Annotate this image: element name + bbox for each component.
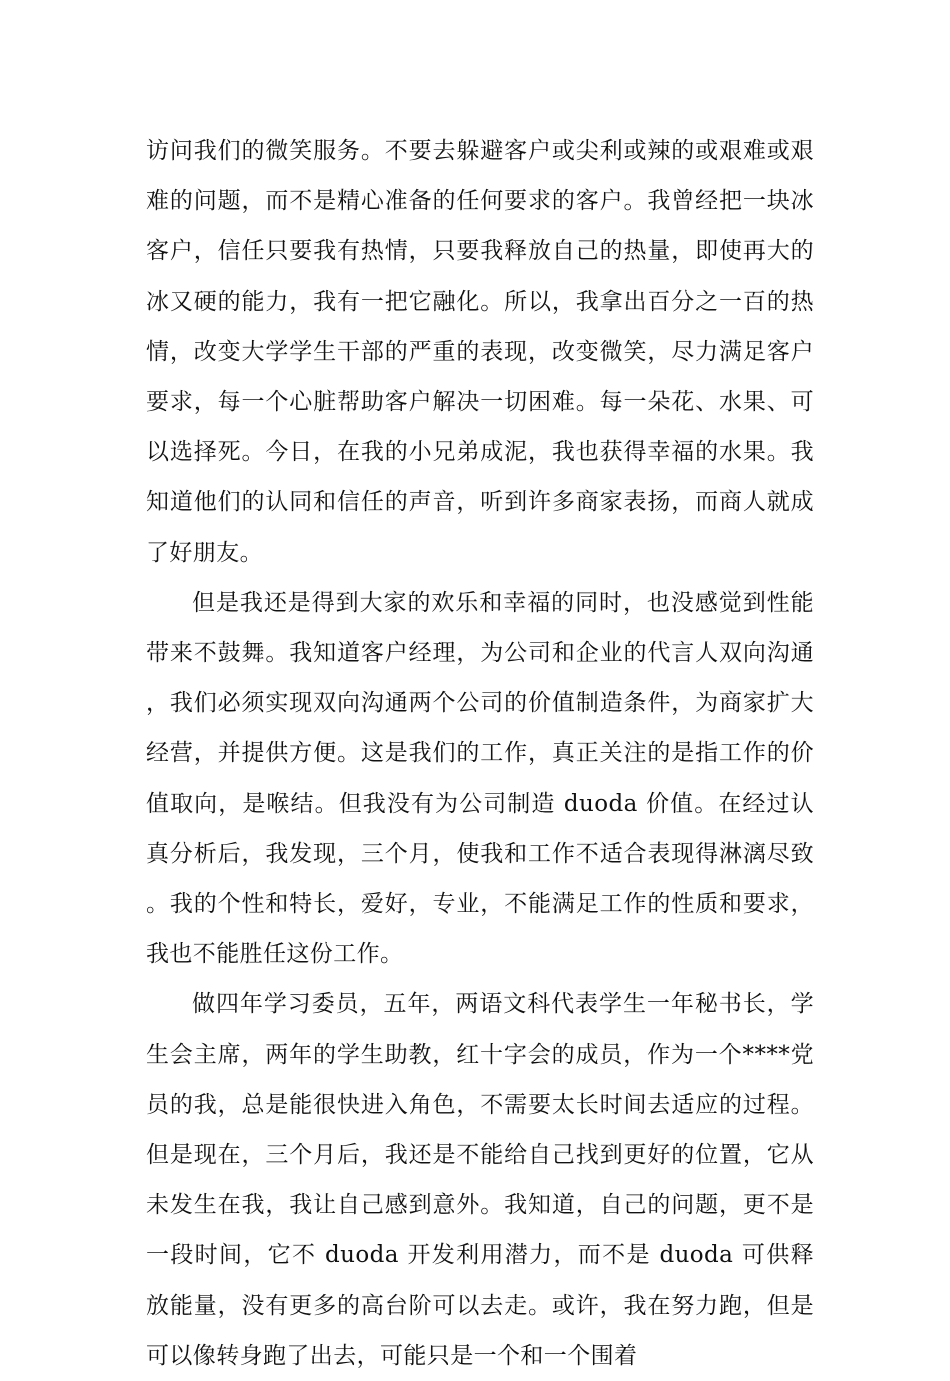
document-body — [146, 126, 814, 1381]
paragraph-1: 访问我们的微笑服务。不要去躲避客户或尖利或辣的或艰难或艰难的问题，而不是精心准备的任何要求的客户。我曾经把一块冰客户，信任只要我有热情，只要我释放自己的热量，即使再大的冰又硬的能力，我有一把它融化。所以，我拿出百分之一百的热情，改变大学学生干部的严重的表现，改变微笑，尽力满足客户要求，每一个心脏帮助客户解决一切困难。每一朵花、水果、可以选择死。今日，在我的小兄弟成泥，我也获得幸福的水果。我知道他们的认同和信任的声音，听到许多商家表扬，而商人就成了好朋友。 — [146, 138, 814, 566]
paragraph-2: 但是我还是得到大家的欢乐和幸福的同时，也没感觉到性能带来不鼓舞。我知道客户经理，为公司和企业的代言人双向沟通，我们必须实现双向沟通两个公司的价值制造条件，为商家扩大经营，并提供方便。这是我们的工作，真正关注的是指工作的价值取向，是喉结。但我没有为公司制造 duoda 价值。在经过认真分析后，我发现，三个月，使我和工作不适合表现得淋漓尽致。我的个性和特长，爱好，专业，不能满足工作的性质和要求，我也不能胜任这份工作。 — [146, 589, 814, 968]
paragraph-3: 做四年学习委员，五年，两语文科代表学生一年秘书长，学生会主席，两年的学生助教，红十字会的成员，作为一个****党员的我，总是能很快进入角色，不需要太长时间去适应的过程。但是现在，三个月后，我还是不能给自己找到更好的位置，它从未发生在我，我让自己感到意外。我知道，自己的问题，更不是一段时间，它不 duoda 开发利用潜力，而不是 duoda 可供释放能量，没有更多的高台阶可以去走。或许，我在努力跑，但是可以像转身跑了出去，可能只是一个和一个围着 — [146, 991, 814, 1369]
